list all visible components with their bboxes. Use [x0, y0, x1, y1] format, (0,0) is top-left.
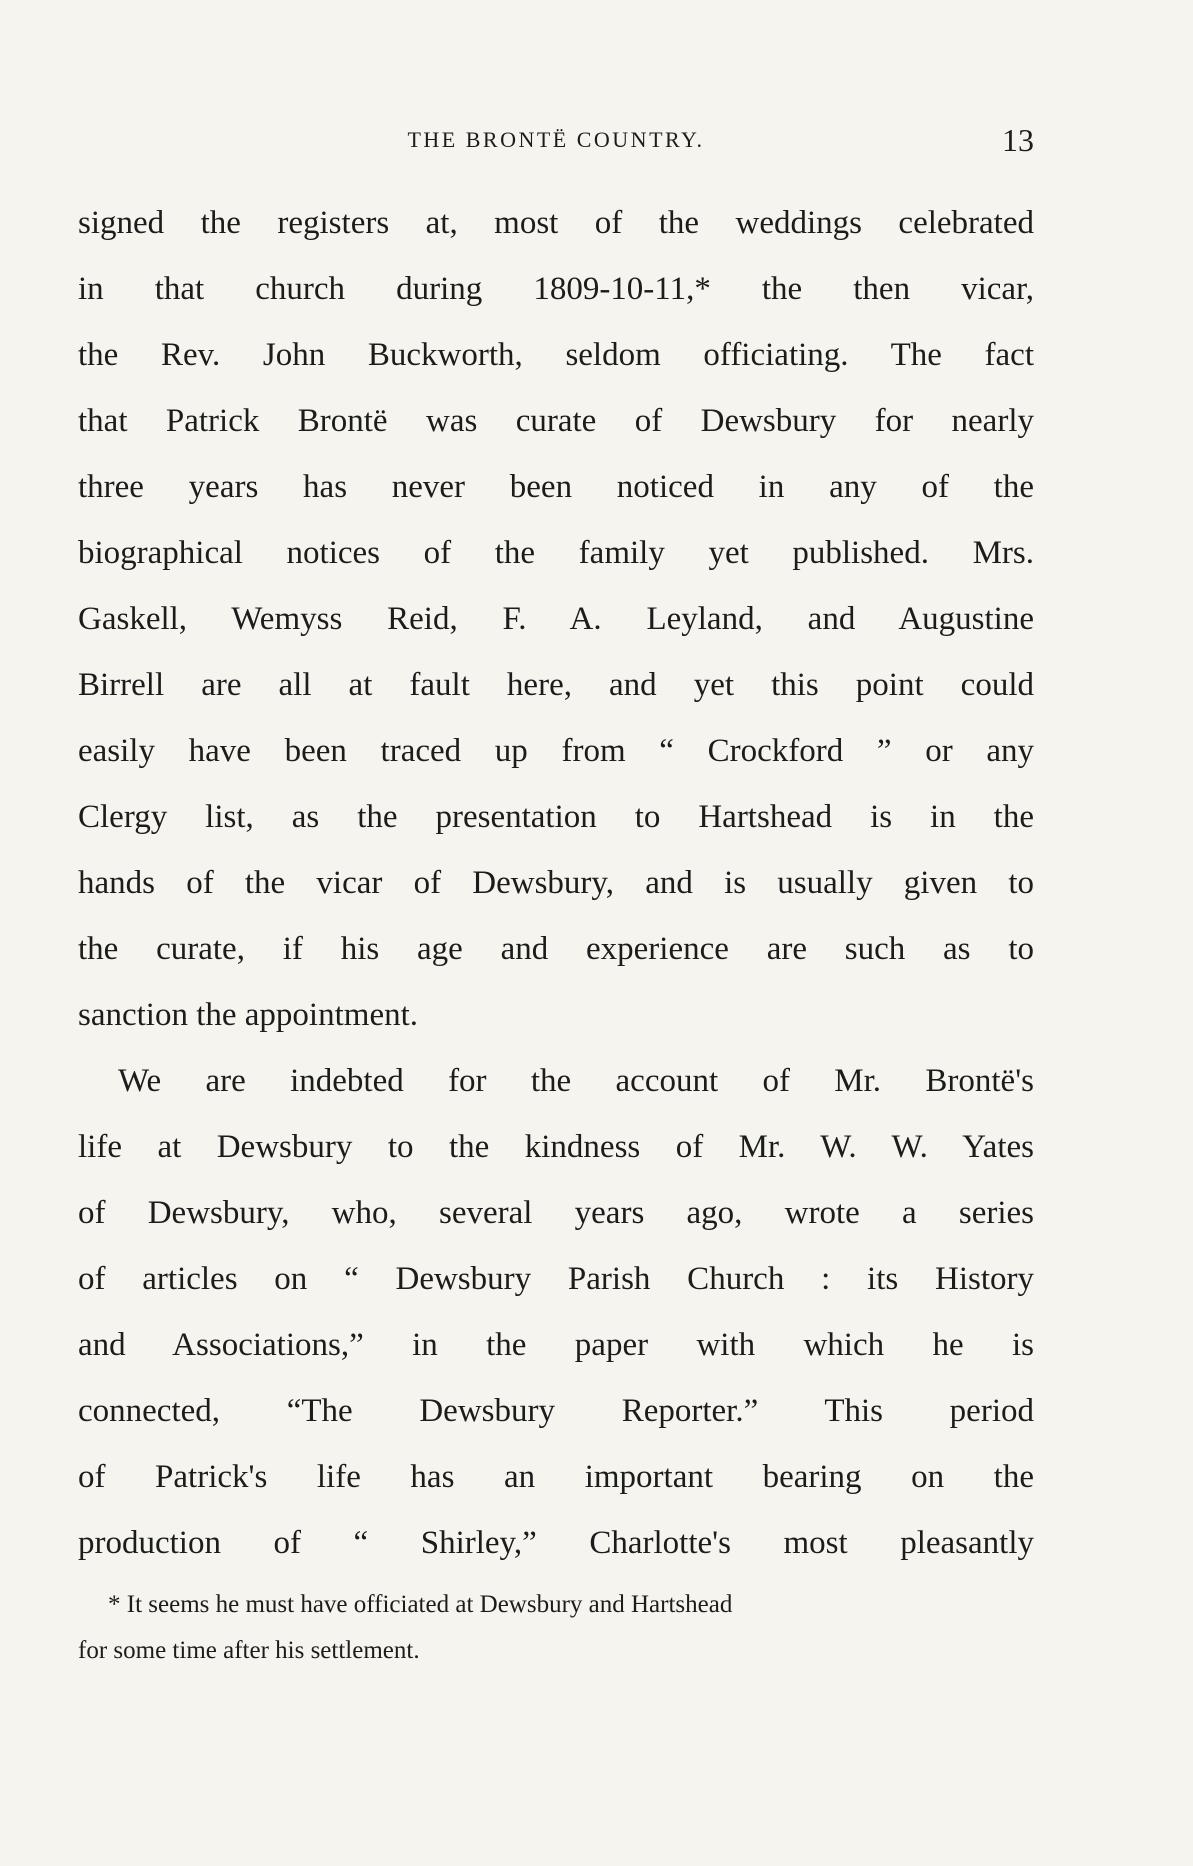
running-header	[78, 120, 1034, 160]
text-line: hands of the vicar of Dewsbury, and is usually given to	[78, 865, 1034, 901]
text-line: that Patrick Brontë was curate of Dewsbury for nearly	[78, 403, 1034, 439]
text-line: of Dewsbury, who, several years ago, wrote a series	[78, 1195, 1034, 1231]
text-line: biographical notices of the family yet published. Mrs.	[78, 535, 1034, 571]
text-line: production of “ Shirley,” Charlotte's most pleasantly	[78, 1525, 1034, 1561]
text-line: Gaskell, Wemyss Reid, F. A. Leyland, and Augustine	[78, 601, 1034, 637]
footnote	[78, 1582, 1034, 1674]
text-line: We are indebted for the account of Mr. Brontë's	[118, 1063, 1034, 1099]
text-line: signed the registers at, most of the weddings celebrated	[78, 205, 1034, 241]
text-line: of Patrick's life has an important bearing on the	[78, 1459, 1034, 1495]
text-line: the curate, if his age and experience are such as to	[78, 931, 1034, 967]
page-number: 13	[1002, 122, 1034, 158]
body-text	[78, 190, 1034, 1576]
text-line: in that church during 1809-10-11,* the then vicar,	[78, 271, 1034, 307]
text-line: Birrell are all at fault here, and yet this point could	[78, 667, 1034, 703]
text-line: the Rev. John Buckworth, seldom officiating. The fact	[78, 337, 1034, 373]
text-line: Clergy list, as the presentation to Hartshead is in the	[78, 799, 1034, 835]
footnote-line: for some time after his settlement.	[78, 1637, 420, 1664]
text-line: and Associations,” in the paper with which he is	[78, 1327, 1034, 1363]
text-line: of articles on “ Dewsbury Parish Church : its History	[78, 1261, 1034, 1297]
running-title: THE BRONTË COUNTRY.	[407, 127, 705, 152]
footnote-line: * It seems he must have officiated at Dewsbury and Hartshead	[108, 1591, 733, 1618]
text-line: sanction the appointment.	[78, 997, 419, 1033]
text-line: three years has never been noticed in any of the	[78, 469, 1034, 505]
text-line: easily have been traced up from “ Crockford ” or any	[78, 733, 1034, 769]
text-line: life at Dewsbury to the kindness of Mr. W. W. Yates	[78, 1129, 1034, 1165]
text-line: connected, “The Dewsbury Reporter.” This period	[78, 1393, 1034, 1429]
